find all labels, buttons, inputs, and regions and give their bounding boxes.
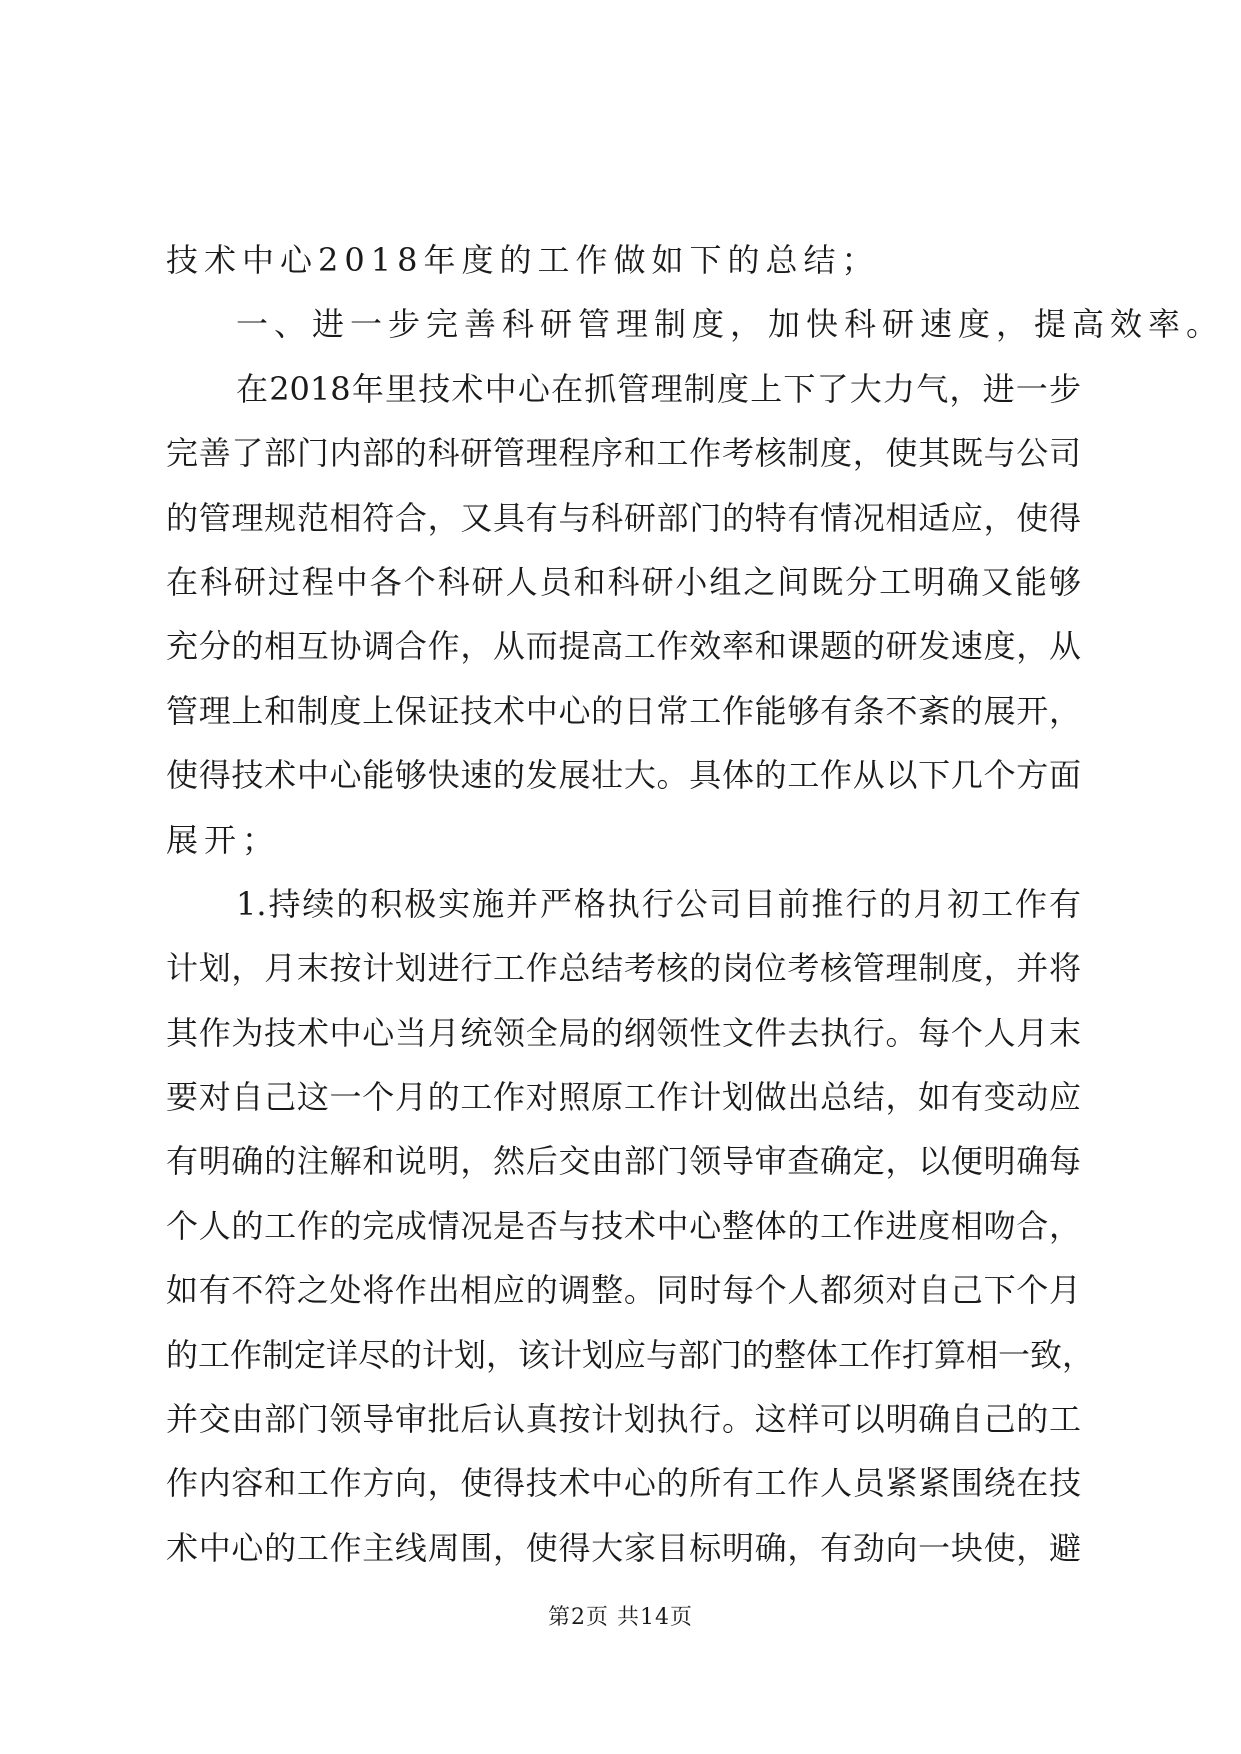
text-line: 计划，月末按计划进行工作总结考核的岗位考核管理制度，并将	[166, 949, 1081, 988]
text-line: 管理上和制度上保证技术中心的日常工作能够有条不紊的展开，	[166, 691, 1081, 730]
text-line: 的工作制定详尽的计划，该计划应与部门的整体工作打算相一致，	[166, 1335, 1095, 1374]
text-line: 个人的工作的完成情况是否与技术中心整体的工作进度相吻合，	[166, 1206, 1081, 1245]
text-line: 要对自己这一个月的工作对照原工作计划做出总结，如有变动应	[166, 1078, 1081, 1117]
text-line: 术中心的工作主线周围，使得大家目标明确，有劲向一块使，避	[166, 1528, 1081, 1567]
text-line: 在科研过程中各个科研人员和科研小组之间既分工明确又能够	[166, 562, 1081, 601]
text-line: 如有不符之处将作出相应的调整。同时每个人都须对自己下个月	[166, 1271, 1081, 1310]
text-line: 技术中心2018年度的工作做如下的总结；	[166, 241, 880, 279]
text-line: 有明确的注解和说明，然后交由部门领导审查确定，以便明确每	[166, 1142, 1081, 1181]
section-heading: 一、进一步完善科研管理制度，加快科研速度，提高效率。	[236, 305, 1225, 344]
page-number-footer: 第2页 共14页	[548, 1605, 693, 1630]
text-line: 其作为技术中心当月统领全局的纲领性文件去执行。每个人月末	[166, 1013, 1081, 1052]
text-line: 完善了部门内部的科研管理程序和工作考核制度，使其既与公司	[166, 434, 1081, 473]
text-line: 作内容和工作方向，使得技术中心的所有工作人员紧紧围绕在技	[166, 1464, 1081, 1503]
text-line: 并交由部门领导审批后认真按计划执行。这样可以明确自己的工	[166, 1400, 1081, 1439]
text-line: 的管理规范相符合，又具有与科研部门的特有情况相适应，使得	[166, 498, 1081, 537]
body-text	[166, 228, 1225, 1580]
text-line: 充分的相互协调合作，从而提高工作效率和课题的研发速度，从	[166, 627, 1081, 666]
list-item: 1.持续的积极实施并严格执行公司目前推行的月初工作有	[236, 884, 1081, 923]
text-line: 使得技术中心能够快速的发展壮大。具体的工作从以下几个方面	[166, 756, 1081, 795]
text-line: 在2018年里技术中心在抓管理制度上下了大力气，进一步	[236, 369, 1081, 408]
text-line: 展开；	[166, 820, 281, 859]
